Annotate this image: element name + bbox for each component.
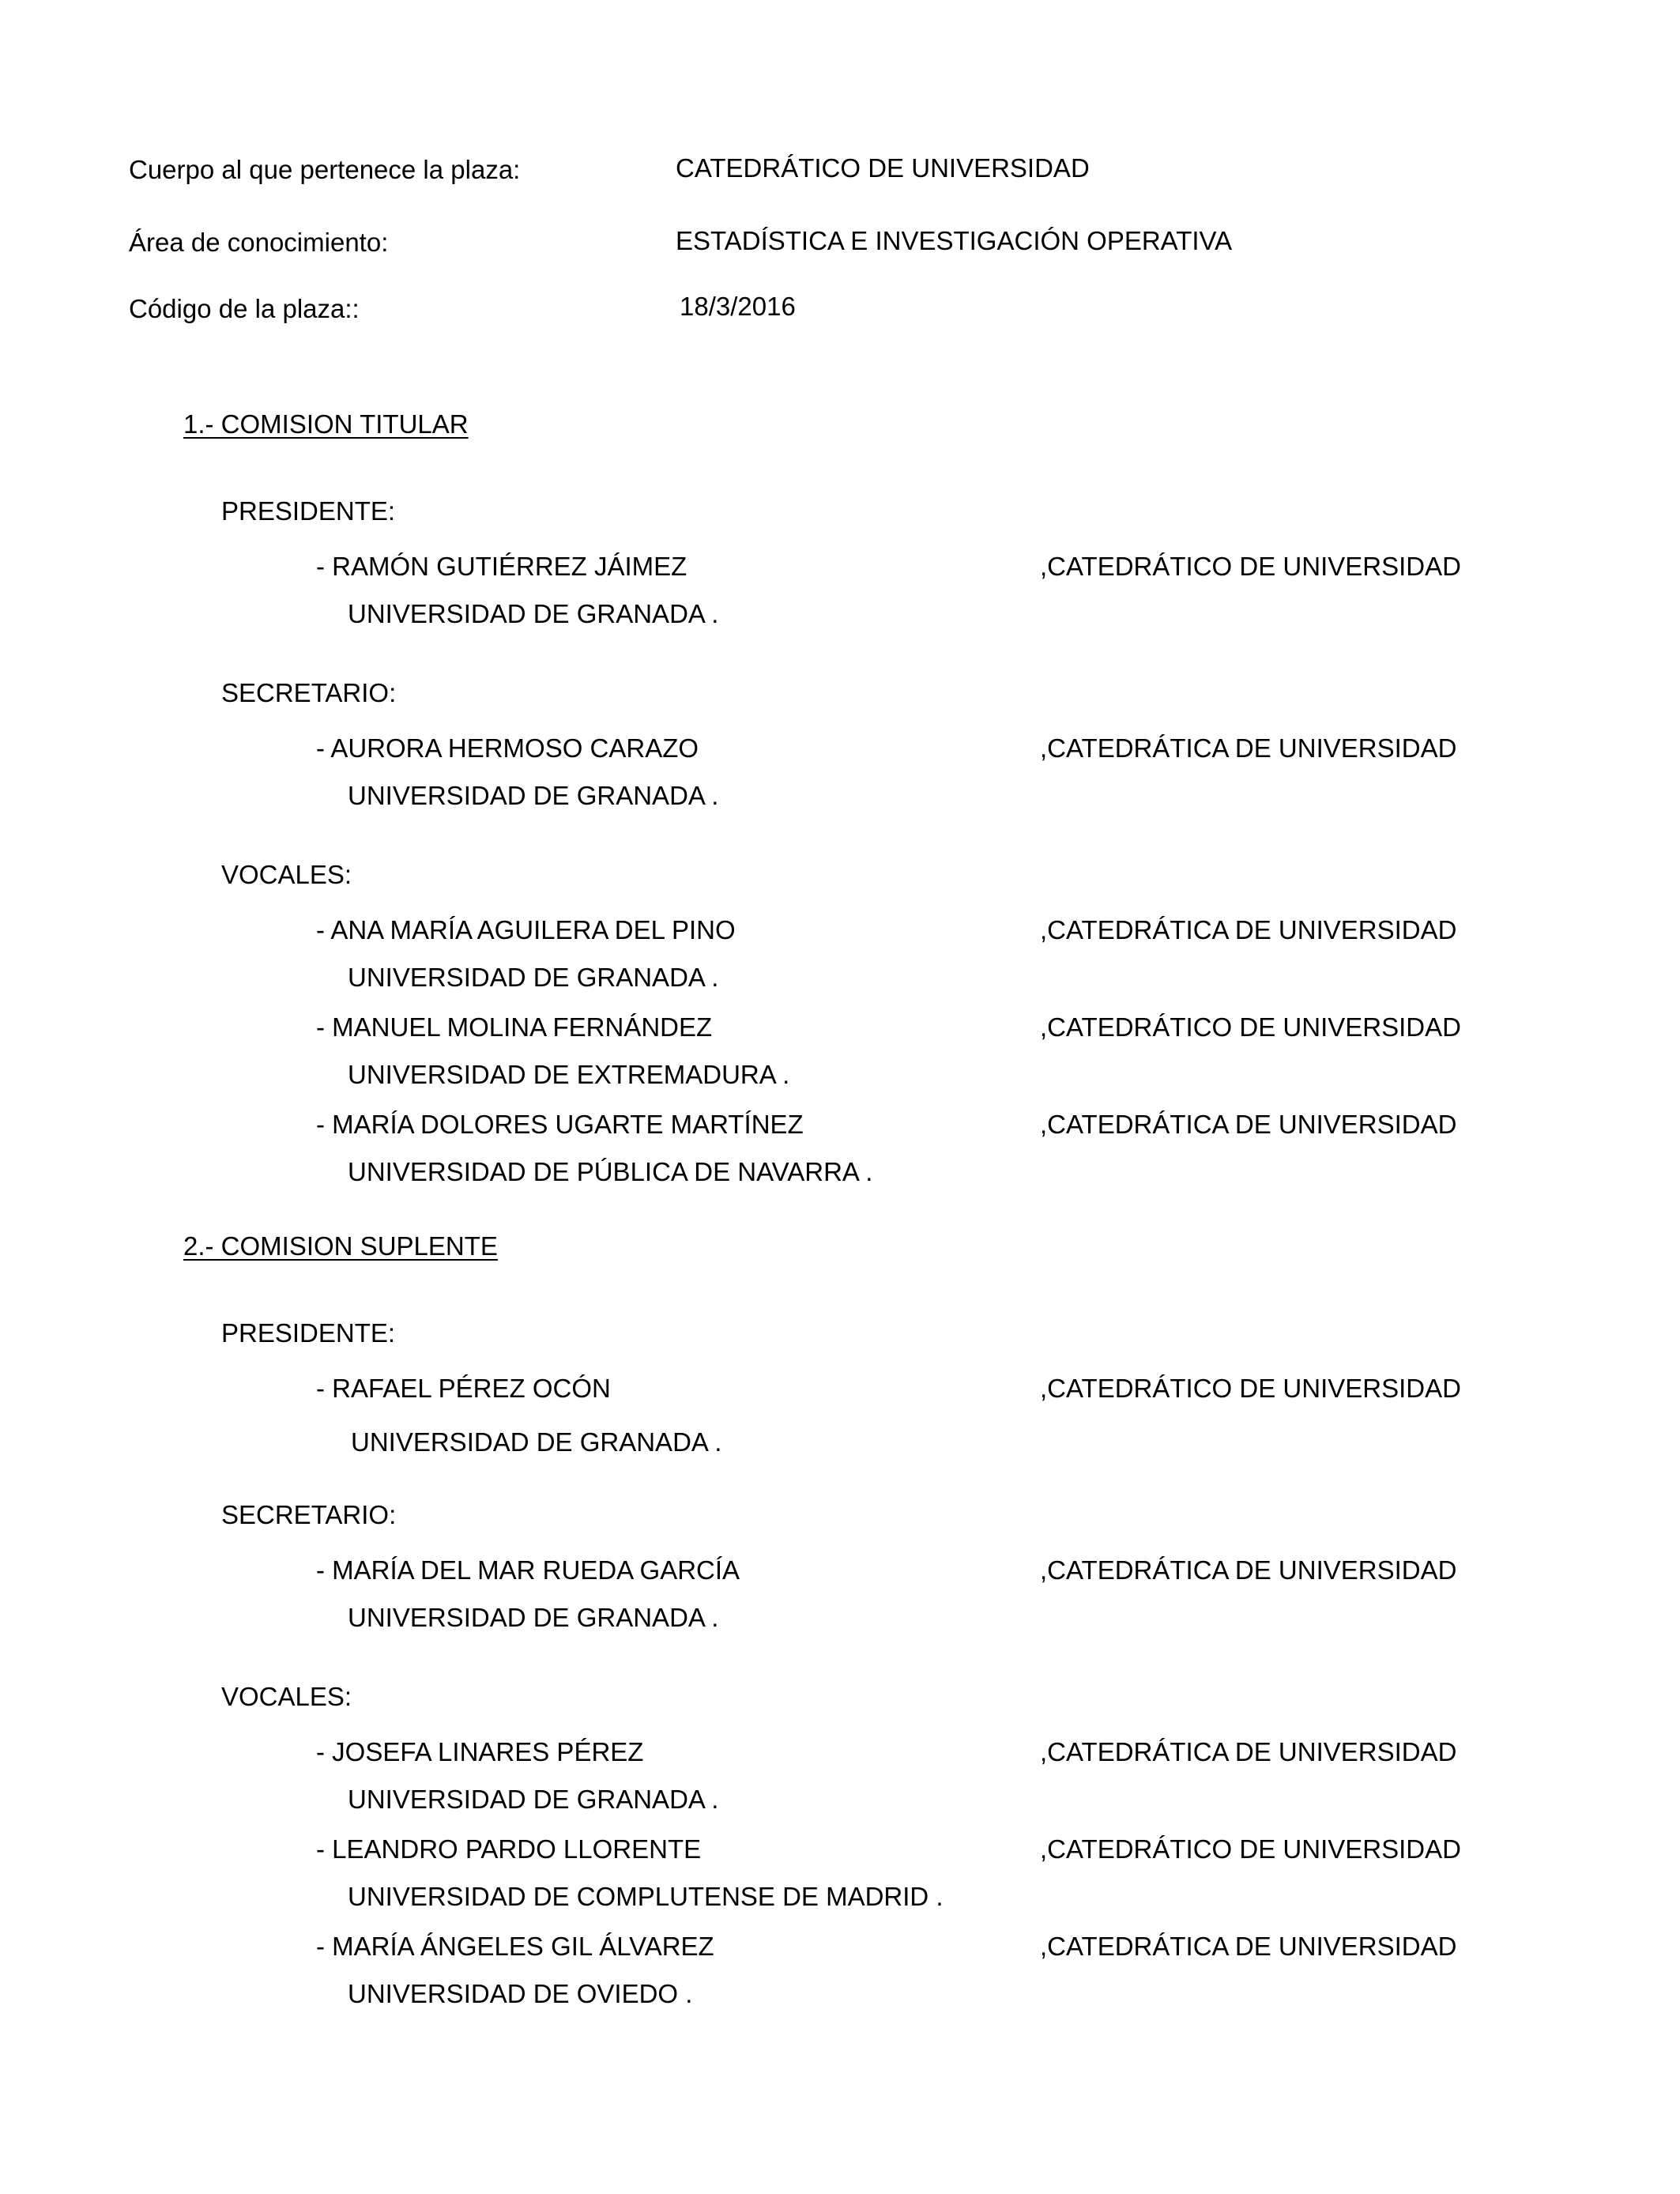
codigo-value: 18/3/2016 <box>680 292 796 321</box>
member-university: UNIVERSIDAD DE GRANADA . <box>348 1603 719 1632</box>
area-label: Área de conocimiento: <box>129 228 389 257</box>
member-university: UNIVERSIDAD DE GRANADA . <box>348 781 719 810</box>
member-rank: ,CATEDRÁTICA DE UNIVERSIDAD <box>1040 915 1457 944</box>
member-name: - ANA MARÍA AGUILERA DEL PINO <box>316 915 736 944</box>
member-rank: ,CATEDRÁTICA DE UNIVERSIDAD <box>1040 1110 1457 1139</box>
member-rank: ,CATEDRÁTICA DE UNIVERSIDAD <box>1040 1932 1457 1961</box>
member-name: - MARÍA ÁNGELES GIL ÁLVAREZ <box>316 1932 714 1961</box>
member-name: - RAFAEL PÉREZ OCÓN <box>316 1374 611 1403</box>
member-name: - MARÍA DEL MAR RUEDA GARCÍA <box>316 1555 740 1585</box>
cuerpo-value: CATEDRÁTICO DE UNIVERSIDAD <box>676 153 1090 183</box>
member-name: - MANUEL MOLINA FERNÁNDEZ <box>316 1012 713 1042</box>
member-rank: ,CATEDRÁTICA DE UNIVERSIDAD <box>1040 1555 1457 1585</box>
titular-vocales-label: VOCALES: <box>221 860 352 889</box>
suplente-presidente-label: PRESIDENTE: <box>221 1318 396 1348</box>
member-university: UNIVERSIDAD DE COMPLUTENSE DE MADRID . <box>348 1882 944 1911</box>
suplente-vocales-label: VOCALES: <box>221 1682 352 1711</box>
member-name: - LEANDRO PARDO LLORENTE <box>316 1834 702 1864</box>
suplente-secretario-label: SECRETARIO: <box>221 1500 397 1529</box>
cuerpo-label: Cuerpo al que pertenece la plaza: <box>129 155 521 184</box>
member-rank: ,CATEDRÁTICO DE UNIVERSIDAD <box>1040 1012 1461 1042</box>
titular-presidente-label: PRESIDENTE: <box>221 496 396 526</box>
member-university: UNIVERSIDAD DE GRANADA . <box>351 1427 722 1457</box>
member-rank: ,CATEDRÁTICA DE UNIVERSIDAD <box>1040 733 1457 763</box>
area-value: ESTADÍSTICA E INVESTIGACIÓN OPERATIVA <box>676 226 1233 255</box>
member-university: UNIVERSIDAD DE GRANADA . <box>348 1785 719 1814</box>
titular-secretario-label: SECRETARIO: <box>221 678 397 707</box>
titular-heading: 1.- COMISION TITULAR <box>183 409 469 439</box>
member-name: - MARÍA DOLORES UGARTE MARTÍNEZ <box>316 1110 804 1139</box>
member-university: UNIVERSIDAD DE EXTREMADURA . <box>348 1060 790 1089</box>
suplente-heading: 2.- COMISION SUPLENTE <box>183 1231 498 1261</box>
codigo-label: Código de la plaza:: <box>129 294 360 323</box>
member-rank: ,CATEDRÁTICA DE UNIVERSIDAD <box>1040 1737 1457 1766</box>
member-university: UNIVERSIDAD DE GRANADA . <box>348 963 719 992</box>
member-name: - RAMÓN GUTIÉRREZ JÁIMEZ <box>316 552 687 581</box>
member-university: UNIVERSIDAD DE GRANADA . <box>348 599 719 628</box>
member-university: UNIVERSIDAD DE PÚBLICA DE NAVARRA . <box>348 1157 873 1186</box>
member-rank: ,CATEDRÁTICO DE UNIVERSIDAD <box>1040 1834 1461 1864</box>
member-name: - AURORA HERMOSO CARAZO <box>316 733 699 763</box>
member-rank: ,CATEDRÁTICO DE UNIVERSIDAD <box>1040 552 1461 581</box>
member-rank: ,CATEDRÁTICO DE UNIVERSIDAD <box>1040 1374 1461 1403</box>
member-university: UNIVERSIDAD DE OVIEDO . <box>348 1979 693 2008</box>
member-name: - JOSEFA LINARES PÉREZ <box>316 1737 644 1766</box>
